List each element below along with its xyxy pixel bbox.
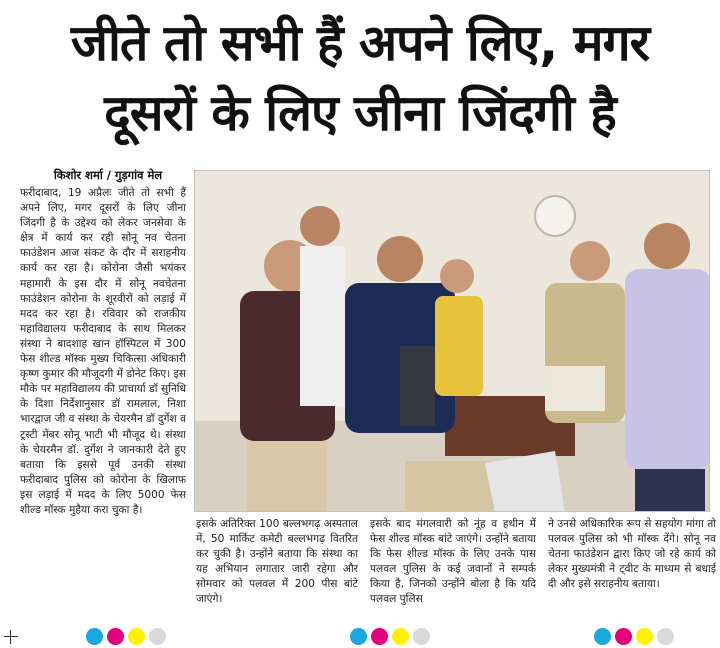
article-column-1: फरीदाबाद, 19 अप्रैलः जीते तो सभी हैं अपने लिए, मगर दूसरों के लिए जीना जिंदगी है के उद्देश्य को लेकर जनसेवा के क्षेत्र में कार्य कर रही सोनू नव चेतना फाउंडेशन आज संकट के दौर में सराहनीय कार्य कर रहा है। कोरोना जैसी भयंकर महामारी के इस दौर में सोनू नवचेतना फाउंडेशन कोरोना के शूरवीरों को लड़ाई में मदद कर रहा है। रविवार को राजकीय महाविद्यालय फरीदाबाद के साथ मिलकर संस्था ने बादशाह खान हॉस्पिटल में 300 फेस शील्ड मॉस्क मुख्य चिकित्सा अधिकारी कृष्ण कुमार की मौजूदगी में डोनेट किए। इस मौके पर महाविद्यालय की प्राचार्या डॉ सुनिधि के दिशा निर्देशानुसार डॉ रामलाल, निशा भारद्वाज जी व संस्था के चेयरमैन डॉ दुर्गेश व ट्रस्टी मेंबर सोनू भाटी भी मौजूद थे। संस्था के चेयरमैन डॉ. दुर्गेश ने जानकारी देते हुए बताया कि इससे पूर्व उनकी संस्था फरीदाबाद पुलिस को कोरोना के खिलाफ इस लड़ाई में मदद के लिए 5000 फेस शील्ड मॉस्क मुहैया करा चुका है। xyxy=(20,187,186,516)
yellow-dot xyxy=(128,628,145,645)
key-dot xyxy=(413,628,430,645)
yellow-dot xyxy=(636,628,653,645)
byline: किशोर शर्मा / गुड़गांव मेल xyxy=(53,168,163,182)
color-bar-right xyxy=(594,628,674,645)
news-photo xyxy=(194,170,710,512)
cyan-dot xyxy=(350,628,367,645)
cyan-dot xyxy=(594,628,611,645)
article-column-4: ने उनसे अधिकारिक रूप से सहयोग मांगा तो पलवल पुलिस को भी मॉस्क देंगे। सोनू नव चेतना फाउंडेशन द्वारा किए जो रहे कार्य को लेकर मुख्यमंत्री ने ट्वीट के माध्यम से बधाई दी और इसे सराहनीय बताया। xyxy=(548,518,716,591)
color-bar-left xyxy=(86,628,166,645)
yellow-dot xyxy=(392,628,409,645)
headline-line-2: दूसरों के लिए जीना जिंदगी है xyxy=(104,84,616,142)
article-column-3: इसके बाद मंगलवारी को नूंह व हथीन में फेस शील्ड मॉस्क बांटे जाएंगे। उन्होंने बताया कि फेस शील्ड मॉस्क के लिए उनके पास पलवल पुलिस के कई जवानों ने सम्पर्क किया है, जिनको उन्होंने बोला है कि यदि पलवल पुलिस xyxy=(370,518,536,606)
color-bar-center xyxy=(350,628,430,645)
cyan-dot xyxy=(86,628,103,645)
headline xyxy=(0,8,720,148)
key-dot xyxy=(657,628,674,645)
article-column-2: इसके अतिरिक्त 100 बल्लभगढ़ अस्पताल में, 50 मार्किट कमेटी बल्लभगढ़ वितरित कर चुकी है। उन्होंने बताया कि संस्था का यह अभियान लगातार जारी रहेगा और सोमवार को पलवल में 200 पीस बांटे जाएंगे। xyxy=(196,518,358,606)
magenta-dot xyxy=(107,628,124,645)
headline-line-1: जीते तो सभी हैं अपने लिए, मगर xyxy=(70,14,650,72)
key-dot xyxy=(149,628,166,645)
magenta-dot xyxy=(371,628,388,645)
magenta-dot xyxy=(615,628,632,645)
photo-illustration xyxy=(195,171,710,512)
registration-mark xyxy=(4,630,18,644)
